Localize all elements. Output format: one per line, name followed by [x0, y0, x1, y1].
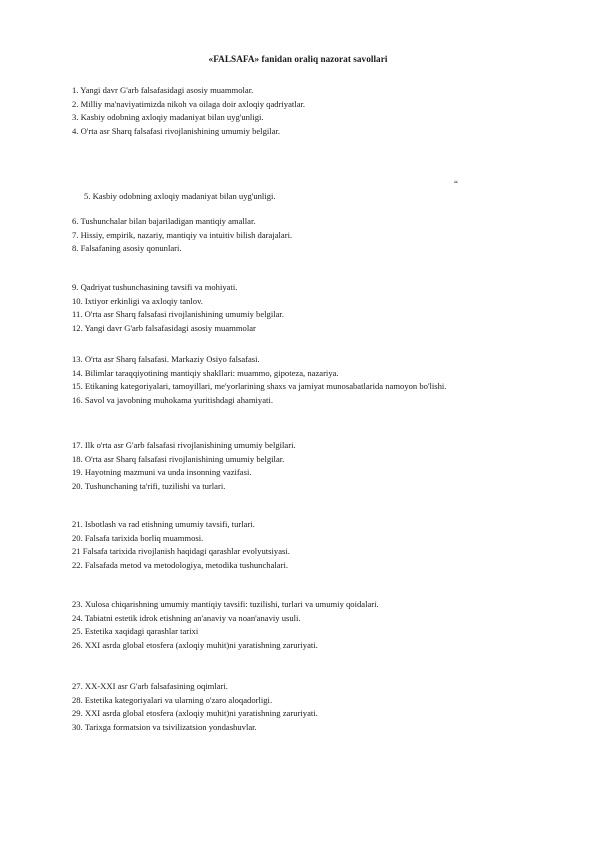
- question-item: 20. Falsafa tarixida borliq muammosi.: [72, 532, 204, 543]
- question-item: 2. Milliy ma'naviyatimizda nikoh va oilaga doir axloqiy qadriyatlar.: [72, 98, 306, 109]
- question-group: [72, 215, 552, 256]
- question-item: 14. Bilimlar taraqqiyotining mantiqiy shakllari: muammo, gipoteza, nazariya.: [72, 367, 339, 378]
- stray-quote-mark: “: [454, 179, 458, 189]
- question-item: 24. Tabiatni estetik idrok etishning an'anaviy va noan'anaviy usuli.: [72, 612, 301, 623]
- question-item: 9. Qadriyat tushunchasining tavsifi va mohiyati.: [72, 282, 238, 292]
- question-item: 25. Estetika xaqidagi qarashlar tarixi: [72, 626, 199, 636]
- question-item: 4. O'rta asr Sharq falsafasi rivojlanishining umumiy belgilar.: [72, 125, 280, 136]
- question-item: 1. Yangi davr G'arb falsafasidagi asosiy muammolar.: [72, 85, 254, 95]
- question-group: [72, 84, 552, 138]
- question-item: 23. Xulosa chiqarishning umumiy mantiqiy tavsifi: tuzilishi, turlari va umumiy qoidalari.: [72, 599, 379, 609]
- question-item: 7. Hissiy, empirik, nazariy, mantiqiy va intuitiv bilish darajalari.: [72, 229, 293, 240]
- question-item: 27. XX-XXI asr G'arb falsafasining oqimlari.: [72, 681, 228, 691]
- question-item: 13. O'rta asr Sharq falsafasi. Markaziy Osiyo falsafasi.: [72, 354, 260, 364]
- question-group: [72, 680, 552, 734]
- question-item: 17. Ilk o'rta asr G'arb falsafasi rivojlanishining umumiy belgilari.: [72, 440, 296, 450]
- question-item: 10. Ixtiyor erkinligi va axloqiy tanlov.: [72, 295, 203, 306]
- question-group: [72, 598, 552, 652]
- question-item: 30. Tarixga formatsion va tsivilizatsion yondashuvlar.: [72, 721, 257, 732]
- question-group: [72, 353, 552, 407]
- question-item: 8. Falsafaning asosiy qonunlari.: [72, 243, 182, 253]
- document-title: «FALSAFA» fanidan oraliq nazorat savollari: [208, 54, 388, 64]
- question-item: 26. XXI asrda global etosfera (axloqiy muhit)ni yaratishning zaruriyati.: [72, 639, 318, 650]
- question-item: 6. Tushunchalar bilan bajariladigan mantiqiy amallar.: [72, 216, 256, 226]
- question-item: 19. Hayotning mazmuni va unda insonning vazifasi.: [72, 467, 252, 477]
- question-group: [72, 518, 552, 572]
- question-item: 28. Estetika kategoriyalari va ularning o'zaro aloqadorligi.: [72, 694, 273, 705]
- question-item: 16. Savol va javobning muhokama yuritishdagi ahamiyati.: [72, 394, 273, 405]
- question-item: 29. XXI asrda global etosfera (axloqiy muhit)ni yaratishning zaruriyati.: [72, 708, 318, 718]
- question-group: [72, 439, 552, 493]
- question-item: 15. Etikaning kategoriyalari, tamoyillari, me'yorlarining shaxs va jamiyat munosabatlarida namoyon bo'lishi.: [72, 381, 447, 391]
- question-item: 21. Isbotlash va rad etishning umumiy tavsifi, turlari.: [72, 519, 255, 529]
- question-group: [72, 190, 552, 204]
- question-item: 22. Falsafada metod va metodologiya, metodika tushunchalari.: [72, 559, 288, 570]
- question-item: 12. Yangi davr G'arb falsafasidagi asosiy muammolar: [72, 322, 256, 333]
- question-item: 11. O'rta asr Sharq falsafasi rivojlanishining umumiy belgilar.: [72, 309, 284, 319]
- question-item: 21 Falsafa tarixida rivojlanish haqidagi qarashlar evolyutsiyasi.: [72, 546, 290, 556]
- question-group: [72, 281, 552, 335]
- question-item: 3. Kasbiy odobning axloqiy madaniyat bilan uyg'unligi.: [72, 112, 264, 122]
- question-item: 5. Kasbiy odobning axloqiy madaniyat bilan uyg'unligi.: [84, 191, 276, 201]
- question-item: 18. O'rta asr Sharq falsafasi rivojlanishining umumiy belgilar.: [72, 453, 285, 464]
- question-item: 20. Tushunchaning ta'rifi, tuzilishi va turlari.: [72, 480, 226, 491]
